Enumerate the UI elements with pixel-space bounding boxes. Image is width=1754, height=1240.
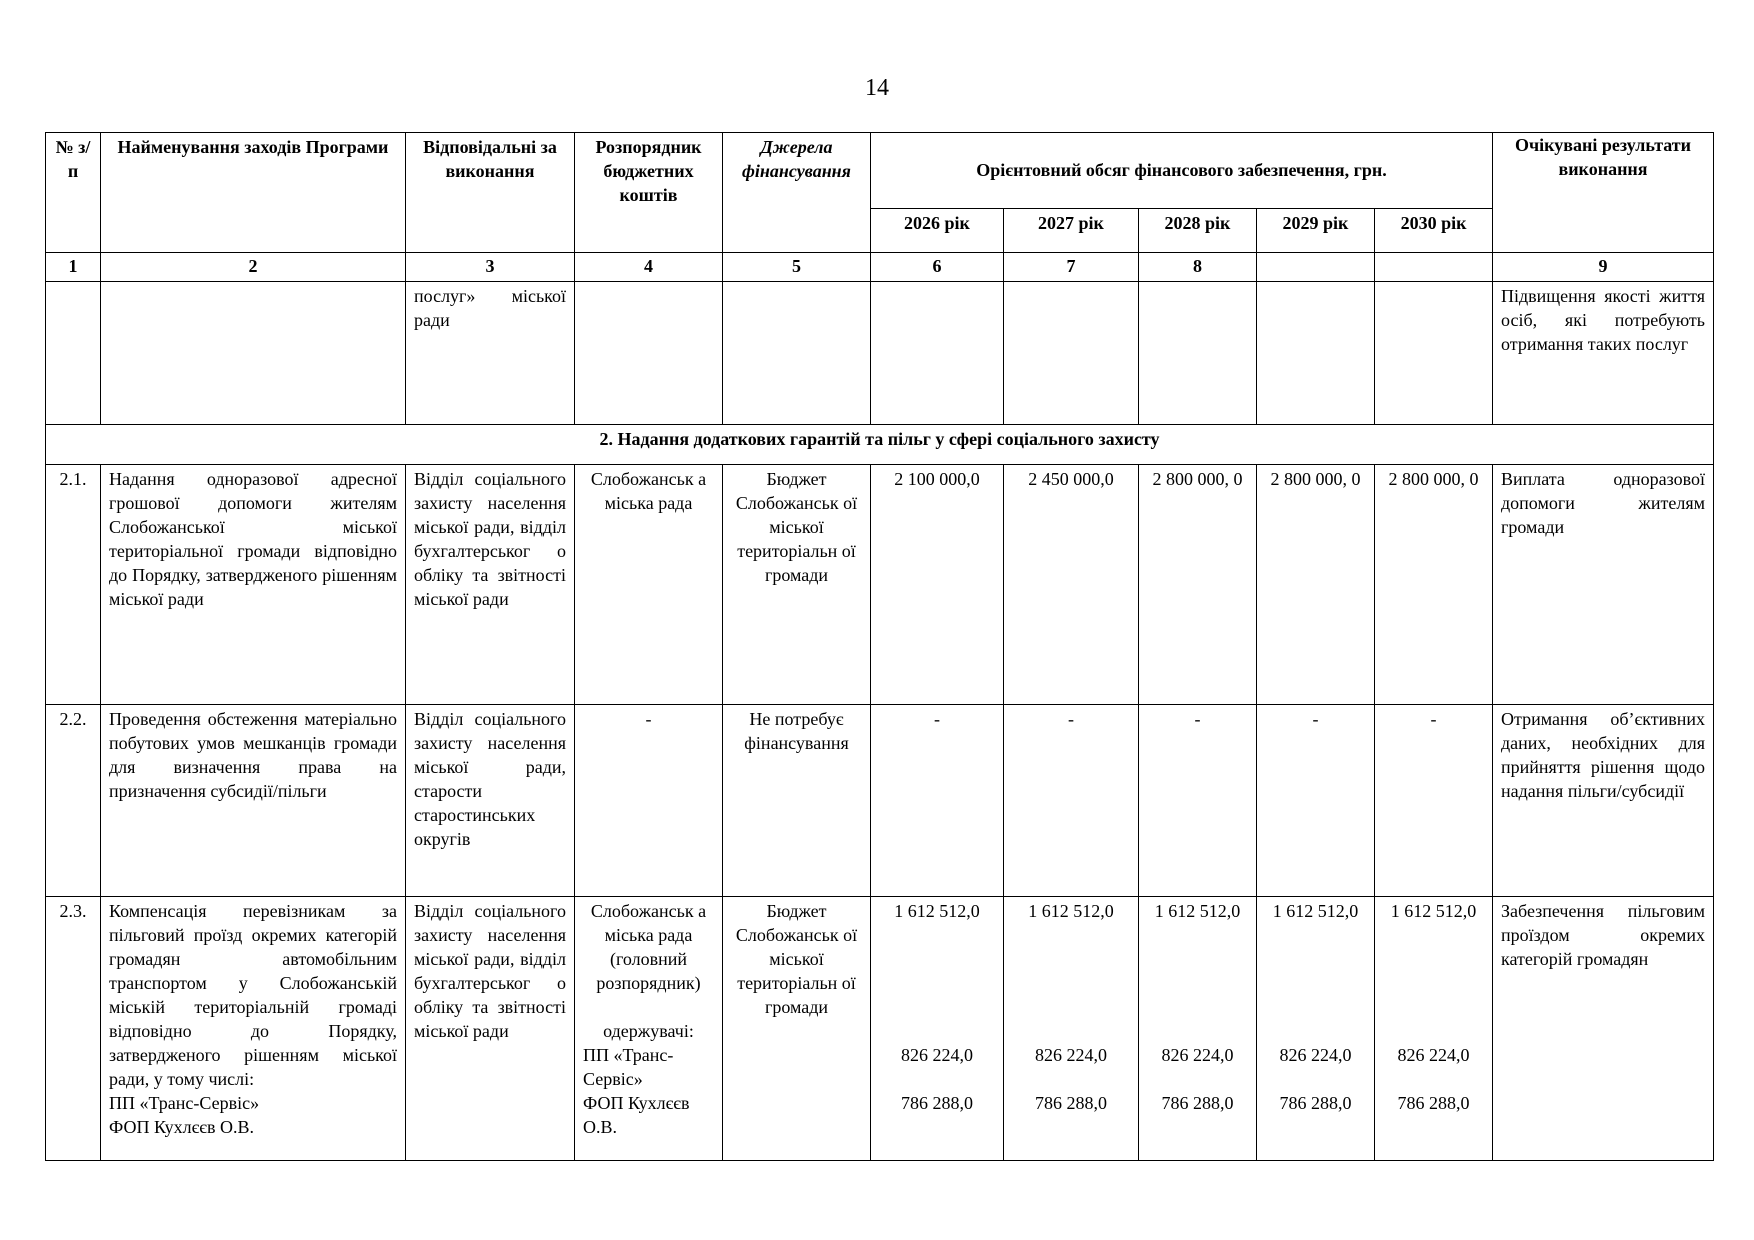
header-budget-manager: Розпорядник бюджетних коштів xyxy=(575,133,723,253)
empty-cell xyxy=(1375,282,1493,425)
row-number: 2.1. xyxy=(46,465,101,705)
header-funding-sources: Джерела фінансування xyxy=(723,133,871,253)
amount-total: 1 612 512,0 xyxy=(1272,901,1359,921)
amount-recipient-2: 786 288,0 xyxy=(1035,1093,1107,1113)
row-number: 2.2. xyxy=(46,705,101,897)
responsible: Відділ соціального захисту населення міської ради, відділ бухгалтерськог о обліку та звітності міської ради xyxy=(406,897,575,1161)
spacer xyxy=(1006,923,1136,1043)
header-number: № з/п xyxy=(46,133,101,253)
amount-2030: 2 800 000, 0 xyxy=(1375,465,1493,705)
section-row xyxy=(46,425,1714,465)
spacer xyxy=(1141,1067,1254,1091)
header-funding-volume: Орієнтовний обсяг фінансового забезпечення, грн. xyxy=(871,133,1493,209)
amount-2027: - xyxy=(1004,705,1139,897)
amount-2028: 2 800 000, 0 xyxy=(1139,465,1257,705)
section-title: 2. Надання додаткових гарантій та пільг у сфері соціального захисту xyxy=(46,425,1714,465)
empty-cell xyxy=(101,282,406,425)
budget-manager: Слобожанськ а міська рада xyxy=(575,465,723,705)
header-year-2026: 2026 рік xyxy=(871,208,1004,252)
empty-cell xyxy=(575,282,723,425)
amount-recipient-1: 826 224,0 xyxy=(1035,1045,1107,1065)
column-number: 1 xyxy=(46,253,101,282)
program-measures-table xyxy=(45,132,1714,1161)
amount-cell-2029 xyxy=(1257,897,1375,1161)
measure-name: Компенсація перевізникам за пільговий проїзд окремих категорій громадян автомобільним транспортом у Слобожанській міській територіальній громаді відповідно до Порядку, затвердженого рішенням міської ради, у тому числі: xyxy=(109,901,397,1089)
funding-source: Бюджет Слобожанськ ої міської територіальн ої громади xyxy=(723,897,871,1161)
measure-name-cell xyxy=(101,897,406,1161)
amount-total: 1 612 512,0 xyxy=(1390,901,1477,921)
amount-2026: - xyxy=(871,705,1004,897)
page-number: 14 xyxy=(865,75,889,101)
amount-recipient-2: 786 288,0 xyxy=(1397,1093,1470,1113)
funding-source: Не потребує фінансування xyxy=(723,705,871,897)
amount-2029: 2 800 000, 0 xyxy=(1257,465,1375,705)
spacer xyxy=(1377,923,1490,1043)
amount-recipient-2: 786 288,0 xyxy=(1161,1093,1234,1113)
amount-2028: - xyxy=(1139,705,1257,897)
continuation-result: Підвищення якості життя осіб, які потребують отримання таких послуг xyxy=(1493,282,1714,425)
spacer xyxy=(583,995,714,1019)
amount-cell-2030 xyxy=(1375,897,1493,1161)
amount-recipient-1: 826 224,0 xyxy=(1279,1045,1352,1065)
column-number: 8 xyxy=(1139,253,1257,282)
amount-recipient-1: 826 224,0 xyxy=(901,1045,973,1065)
column-number: 9 xyxy=(1493,253,1714,282)
amount-total: 1 612 512,0 xyxy=(894,901,980,921)
expected-result: Забезпечення пільговим проїздом окремих категорій громадян xyxy=(1493,897,1714,1161)
row-number: 2.3. xyxy=(46,897,101,1161)
header-year-2028: 2028 рік xyxy=(1139,208,1257,252)
empty-cell xyxy=(46,282,101,425)
spacer xyxy=(1259,1067,1372,1091)
spacer xyxy=(873,1067,1001,1091)
budget-manager: Слобожанськ а міська рада (головний розпорядник) xyxy=(590,901,707,993)
header-year-2030: 2030 рік xyxy=(1375,208,1493,252)
budget-manager: - xyxy=(575,705,723,897)
column-number: 6 xyxy=(871,253,1004,282)
amount-cell-2027 xyxy=(1004,897,1139,1161)
table-row xyxy=(46,465,1714,705)
funding-source: Бюджет Слобожанськ ої міської територіальн ої громади xyxy=(723,465,871,705)
continuation-responsible: послуг» міської ради xyxy=(406,282,575,425)
empty-cell xyxy=(723,282,871,425)
amount-2027: 2 450 000,0 xyxy=(1004,465,1139,705)
measure-name: Надання одноразової адресної грошової допомоги жителям Слобожанської міської територіальної громади відповідно до Порядку, затвердженого рішенням міської ради xyxy=(101,465,406,705)
recipients-label: одержувачі: xyxy=(603,1021,694,1041)
amount-cell-2026 xyxy=(871,897,1004,1161)
column-number: 4 xyxy=(575,253,723,282)
spacer xyxy=(1377,1067,1490,1091)
table-row xyxy=(46,705,1714,897)
expected-result: Отримання об’єктивних даних, необхідних для прийняття рішення щодо надання пільги/субсидії xyxy=(1493,705,1714,897)
column-number: 7 xyxy=(1004,253,1139,282)
recipient-name: ФОП Кухлєєв О.В. xyxy=(583,1093,690,1137)
header-year-2029: 2029 рік xyxy=(1257,208,1375,252)
amount-2026: 2 100 000,0 xyxy=(871,465,1004,705)
spacer xyxy=(1259,923,1372,1043)
expected-result: Виплата одноразової допомоги жителям громади xyxy=(1493,465,1714,705)
header-responsible: Відповідальні за виконання xyxy=(406,133,575,253)
amount-recipient-1: 826 224,0 xyxy=(1397,1045,1470,1065)
empty-cell xyxy=(1139,282,1257,425)
amount-2029: - xyxy=(1257,705,1375,897)
column-numbers-row xyxy=(46,253,1714,282)
amount-recipient-1: 826 224,0 xyxy=(1161,1045,1234,1065)
continuation-row xyxy=(46,282,1714,425)
amount-total: 1 612 512,0 xyxy=(1154,901,1241,921)
empty-cell xyxy=(1004,282,1139,425)
header-year-2027: 2027 рік xyxy=(1004,208,1139,252)
amount-recipient-2: 786 288,0 xyxy=(1279,1093,1352,1113)
amount-recipient-2: 786 288,0 xyxy=(901,1093,973,1113)
column-number xyxy=(1257,253,1375,282)
empty-cell xyxy=(1257,282,1375,425)
responsible: Відділ соціального захисту населення міської ради, старости старостинських округів xyxy=(406,705,575,897)
measure-name: Проведення обстеження матеріально побутових умов мешканців громади для визначення права на призначення субсидії/пільги xyxy=(101,705,406,897)
budget-manager-cell xyxy=(575,897,723,1161)
header-measure-name: Найменування заходів Програми xyxy=(101,133,406,253)
column-number: 3 xyxy=(406,253,575,282)
spacer xyxy=(1141,923,1254,1043)
amount-total: 1 612 512,0 xyxy=(1028,901,1114,921)
table-row xyxy=(46,897,1714,1161)
responsible: Відділ соціального захисту населення міської ради, відділ бухгалтерськог о обліку та звітності міської ради xyxy=(406,465,575,705)
column-number: 2 xyxy=(101,253,406,282)
amount-cell-2028 xyxy=(1139,897,1257,1161)
header-row-1 xyxy=(46,133,1714,209)
recipient-name: ПП «Транс-Сервіс» xyxy=(583,1045,674,1089)
empty-cell xyxy=(871,282,1004,425)
recipient-name: ПП «Транс-Сервіс» xyxy=(109,1093,260,1113)
spacer xyxy=(1006,1067,1136,1091)
column-number: 5 xyxy=(723,253,871,282)
spacer xyxy=(873,923,1001,1043)
column-number xyxy=(1375,253,1493,282)
recipient-name: ФОП Кухлєєв О.В. xyxy=(109,1117,255,1137)
header-expected-results: Очікувані результати виконання xyxy=(1493,133,1714,253)
amount-2030: - xyxy=(1375,705,1493,897)
